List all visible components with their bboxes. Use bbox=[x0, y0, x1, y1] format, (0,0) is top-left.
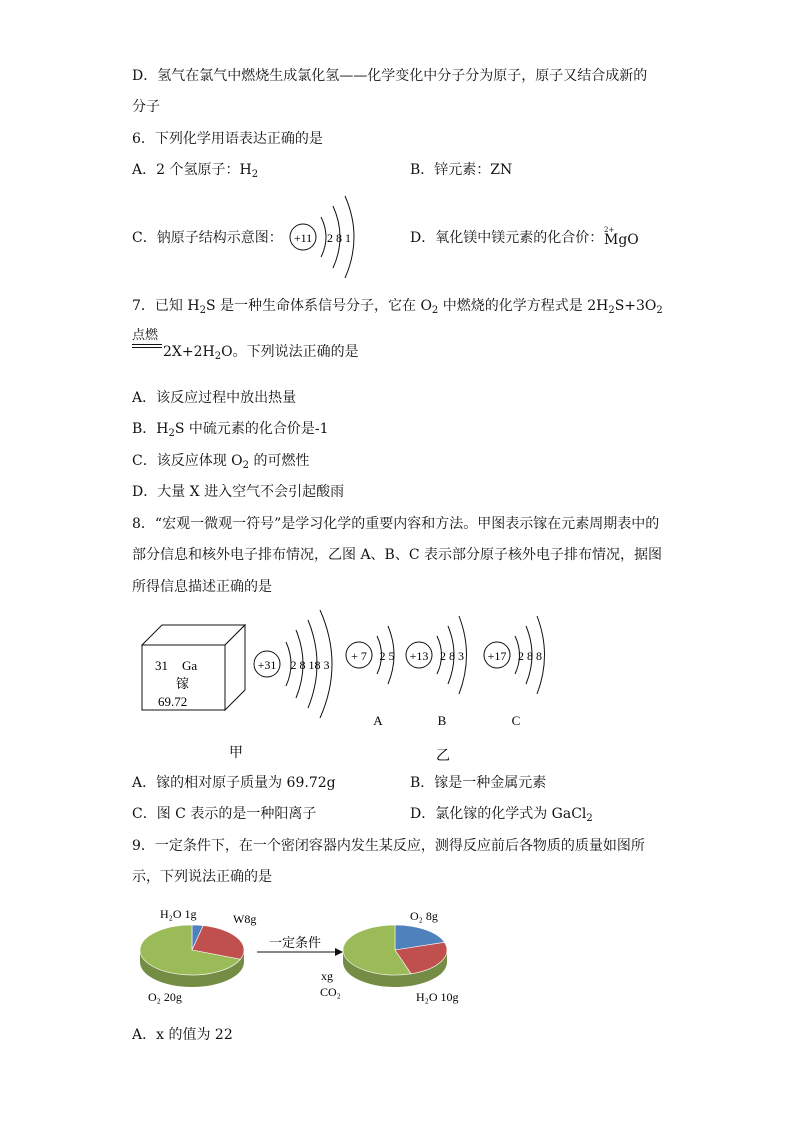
reaction-equals-bottom bbox=[132, 347, 162, 348]
arrow-label: 一定条件 bbox=[268, 935, 322, 950]
q5-option-d: D．氢气在氯气中燃烧生成氯化氢——化学变化中分子分为原子，原子又结合成新的 bbox=[132, 68, 648, 84]
q7-option-a: A．该反应过程中放出热量 bbox=[132, 390, 297, 406]
gallium-element-cube bbox=[142, 625, 245, 710]
q8-option-a: A．镓的相对原子质量为 69.72g bbox=[132, 775, 336, 791]
reaction-arrow-head bbox=[335, 948, 343, 956]
gallium-atom-diagram bbox=[254, 610, 332, 718]
gallium-number: 31 bbox=[155, 658, 168, 673]
q9-option-a: A．x 的值为 22 bbox=[132, 1027, 233, 1043]
mg-valence: 2+ bbox=[604, 226, 615, 234]
atom-a-diagram bbox=[346, 626, 395, 728]
before-o2-label: O₂ 20g bbox=[148, 990, 182, 1004]
q6-stem: 6．下列化学用语表达正确的是 bbox=[132, 131, 323, 147]
gallium-symbol: Ga bbox=[182, 658, 198, 673]
atom-b-diagram bbox=[406, 616, 467, 728]
sodium-electrons: 2 8 1 bbox=[327, 231, 351, 245]
q8-stem-1: 8．“宏观一微观一符号”是学习化学的重要内容和方法。甲图表示镓在元素周期表中的 bbox=[132, 516, 660, 532]
after-co2-label: CO₂ bbox=[320, 985, 341, 999]
atom-a-label: A bbox=[373, 713, 383, 728]
q9-stem-2: 示，下列说法正确的是 bbox=[132, 869, 272, 885]
before-w-label: W8g bbox=[233, 912, 257, 926]
atom-b-nucleus: +13 bbox=[409, 649, 429, 663]
q6-option-d: D．氧化镁中镁元素的化合价： bbox=[410, 230, 604, 246]
figure-jia-caption: 甲 bbox=[229, 746, 243, 761]
gallium-name: 镓 bbox=[176, 676, 190, 691]
reaction-condition: 点燃 bbox=[132, 328, 159, 343]
before-h2o-label: H₂O 1g bbox=[160, 907, 197, 921]
q9-stem-1: 9．一定条件下，在一个密闭容器内发生某反应，测得反应前后各物质的质量如图所 bbox=[132, 838, 645, 854]
q8-stem-2: 部分信息和核外电子排布情况，乙图 A、B、C 表示部分原子核外电子排布情况，据图 bbox=[132, 547, 663, 563]
q8-option-d: D．氯化镓的化学式为 GaCl$_2$ bbox=[410, 806, 593, 824]
after-o2-label: O₂ 8g bbox=[410, 909, 438, 923]
atom-b-electrons: 2 8 3 bbox=[440, 649, 464, 663]
q8-option-b: B．镓是一种金属元素 bbox=[410, 775, 547, 791]
q9-pie-figure bbox=[130, 900, 480, 1010]
q7-stem-cont: $2X+2H_2O$。下列说法正确的是 bbox=[163, 344, 359, 362]
atom-a-nucleus: + 7 bbox=[351, 649, 367, 663]
gallium-nucleus: +31 bbox=[257, 658, 277, 672]
atom-c-nucleus: +17 bbox=[487, 649, 507, 663]
q7-option-c: C．该反应体现 $O_2$ 的可燃性 bbox=[132, 453, 310, 471]
atom-b-label: B bbox=[437, 713, 447, 728]
atom-a-electrons: 2 5 bbox=[379, 649, 395, 663]
after-x-label: xg bbox=[321, 969, 333, 983]
q7-stem: 7．已知 $H_2S$ 是一种生命体系信号分子，它在 $O_2$ 中燃烧的化学方程式是 $2H_2S+3O_2$ bbox=[132, 298, 663, 316]
q6-option-a: A．2 个氢原子：$H_2$ bbox=[132, 162, 259, 180]
figure-yi-caption: 乙 bbox=[436, 749, 450, 764]
atom-c-electrons: 2 8 8 bbox=[518, 649, 542, 663]
gallium-electrons: 2 8 18 3 bbox=[290, 658, 330, 672]
q7-option-b: B．$H_2S$ 中硫元素的化合价是-1 bbox=[132, 421, 329, 439]
atom-c-diagram bbox=[484, 616, 545, 728]
q6-option-c: C．钠原子结构示意图： bbox=[132, 230, 283, 246]
q8-option-c: C．图 C 表示的是一种阳离子 bbox=[132, 806, 317, 822]
reaction-equals-top bbox=[132, 344, 162, 345]
pie-after bbox=[343, 925, 447, 987]
q8-figure bbox=[130, 600, 570, 770]
after-h2o-label: H₂O 10g bbox=[416, 990, 459, 1004]
q6-option-b: B．锌元素：ZN bbox=[410, 162, 513, 178]
pie-before bbox=[140, 925, 244, 987]
q8-stem-3: 所得信息描述正确的是 bbox=[132, 579, 272, 595]
gallium-mass: 69.72 bbox=[158, 694, 188, 709]
sodium-atom-diagram bbox=[285, 192, 365, 282]
mg-formula: MgO bbox=[604, 232, 639, 248]
atom-c-label: C bbox=[511, 713, 521, 728]
q7-option-d: D．大量 X 进入空气不会引起酸雨 bbox=[132, 484, 345, 500]
q5-option-d-cont: 分子 bbox=[132, 99, 160, 115]
sodium-nucleus: +11 bbox=[293, 231, 313, 245]
